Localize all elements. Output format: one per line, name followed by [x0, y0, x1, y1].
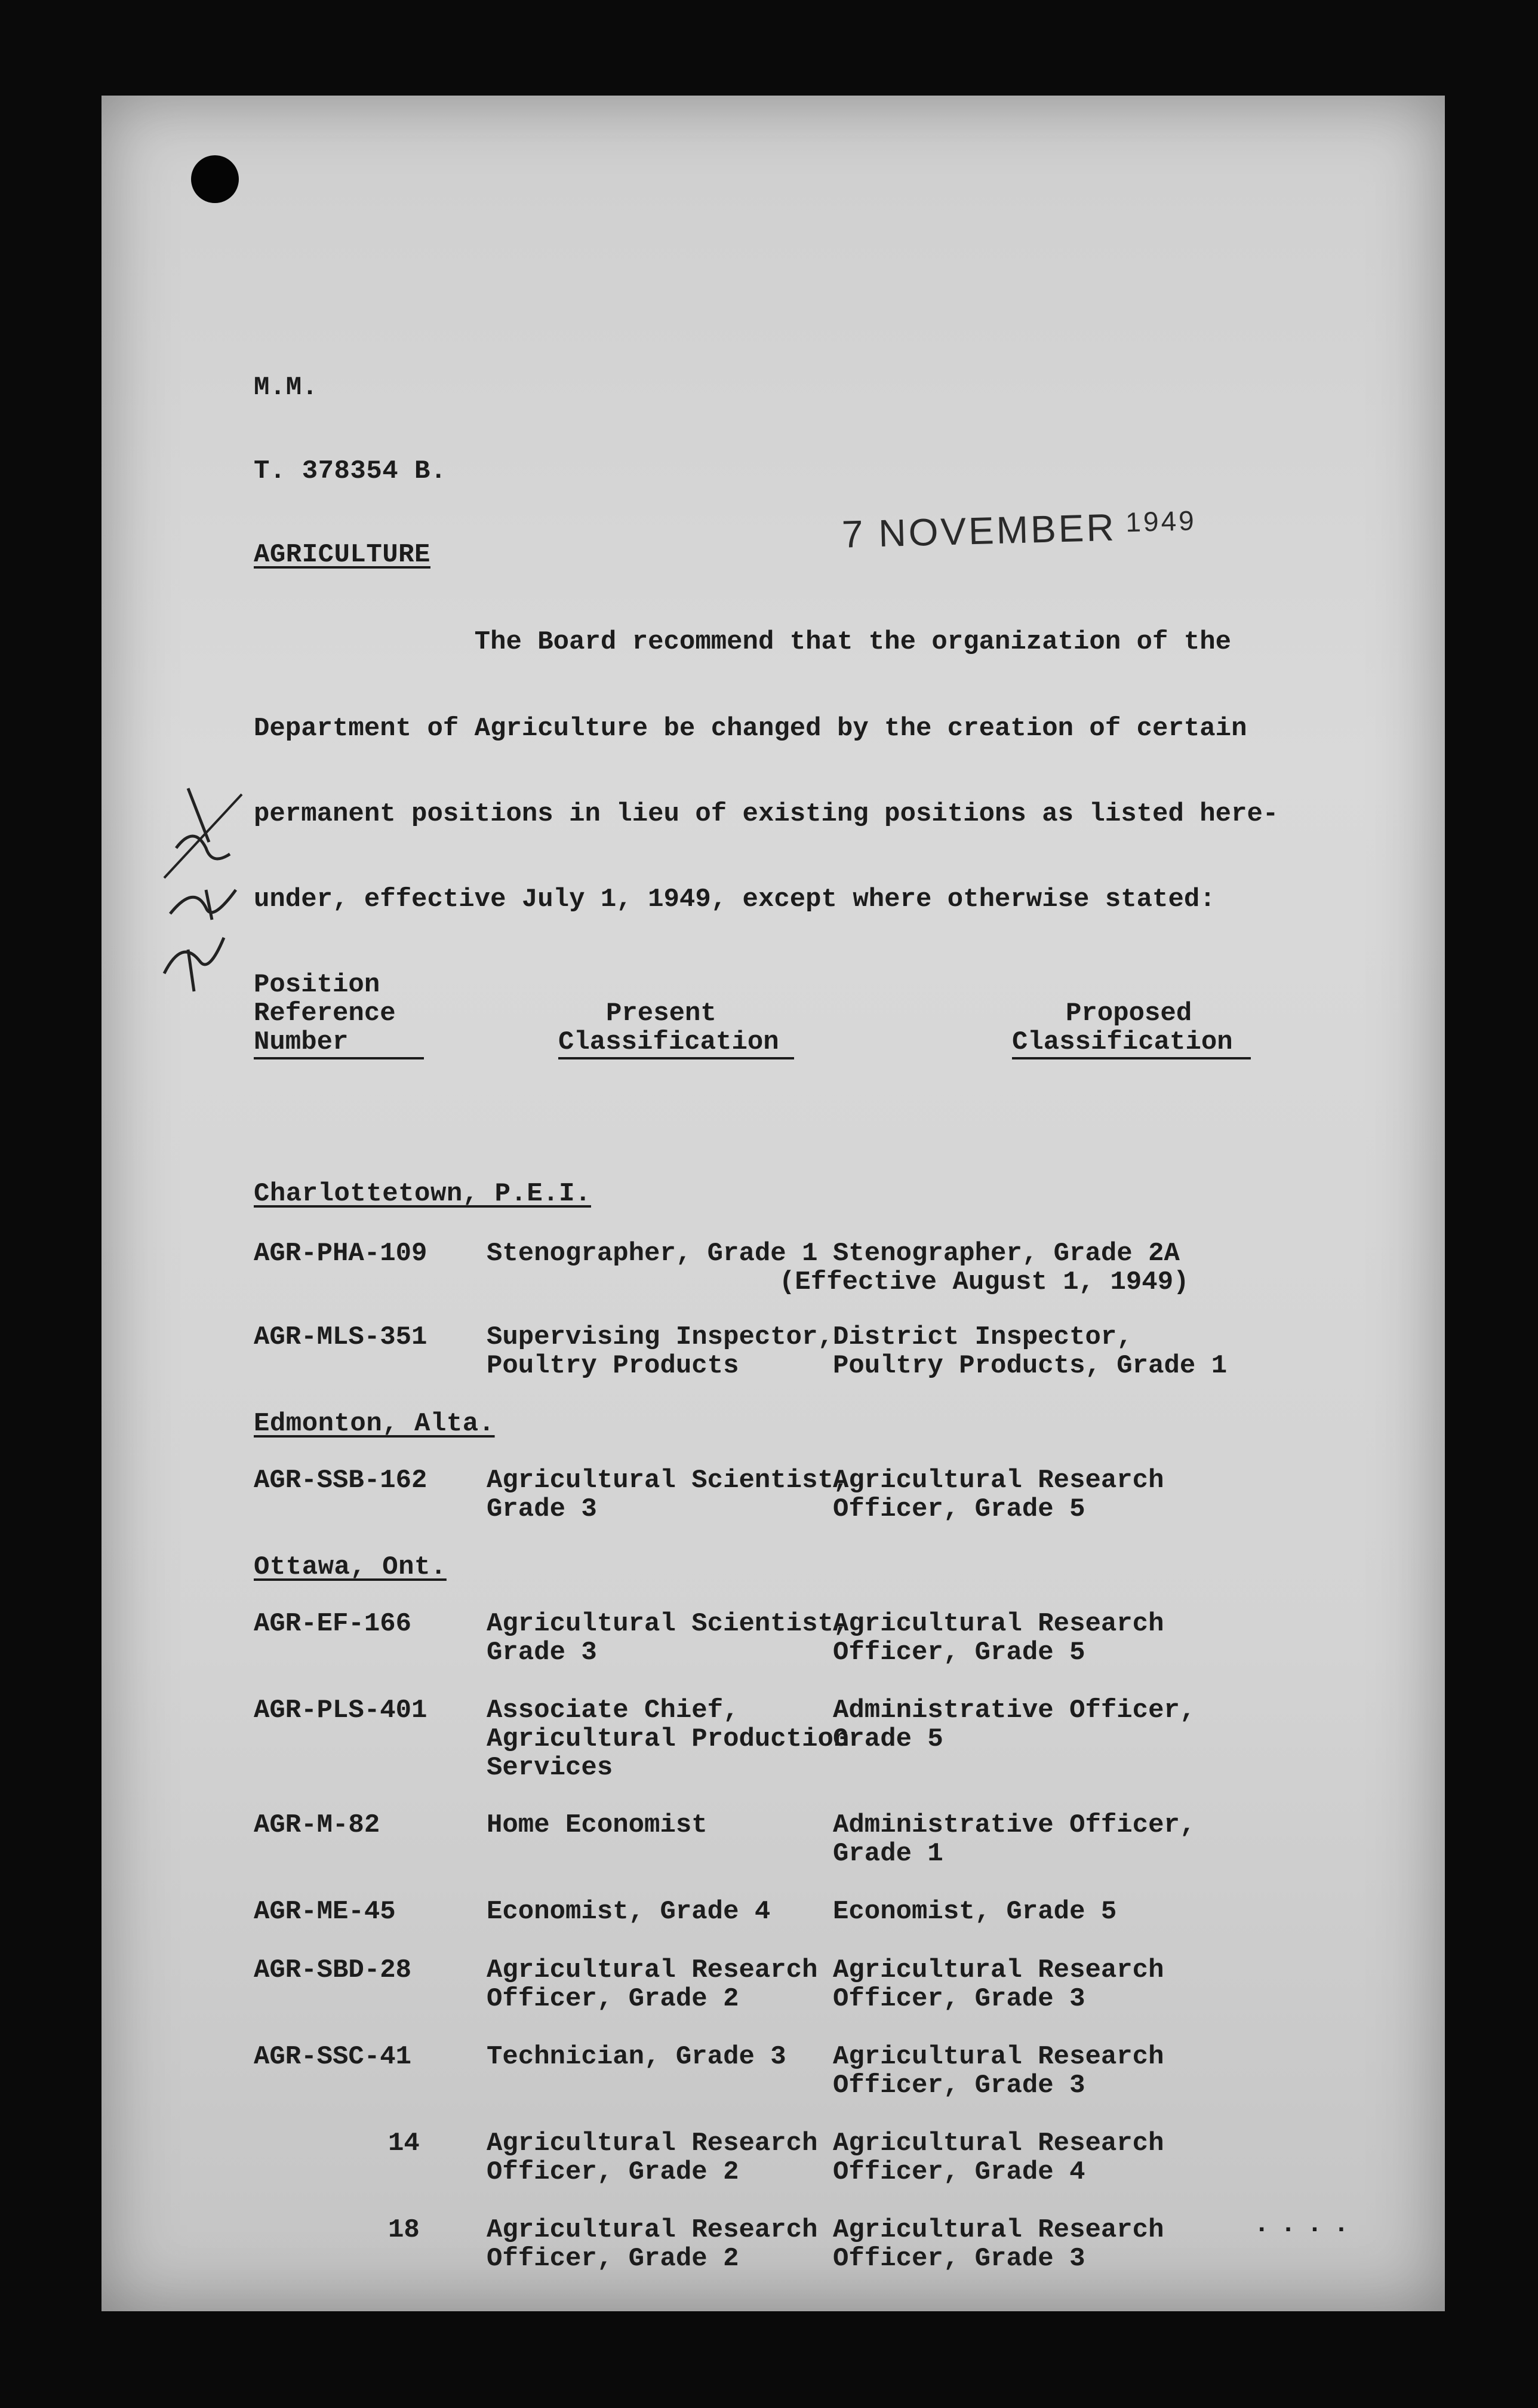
present-classification: Agricultural Research Officer, Grade 2: [487, 2128, 818, 2187]
stamp-year: 1949: [1125, 505, 1197, 538]
intro-line: under, effective July 1, 1949, except where otherwise stated:: [254, 884, 1216, 914]
present-classification: Agricultural Scientist, Grade 3: [487, 1466, 850, 1524]
proposed-classification: Agricultural Research Officer, Grade 5: [833, 1609, 1164, 1667]
present-classification: Supervising Inspector, Poultry Products: [487, 1322, 833, 1381]
position-ref: AGR-ME-45: [254, 1897, 396, 1927]
present-classification: Agricultural Research Officer, Grade 2: [487, 1955, 818, 2014]
present-classification: Home Economist: [487, 1810, 708, 1840]
department-heading: AGRICULTURE: [254, 540, 430, 570]
proposed-classification: District Inspector, Poultry Products, Grade 1: [833, 1322, 1228, 1381]
stamp-date: 7 NOVEMBER: [841, 505, 1117, 556]
intro-line: Department of Agriculture be changed by the creation of certain: [254, 714, 1247, 744]
header-present-line1: Present: [606, 999, 716, 1028]
present-classification: Economist, Grade 4: [487, 1897, 771, 1927]
proposed-classification: Agricultural Research Officer, Grade 3: [833, 2215, 1164, 2274]
header-ref-rule: [254, 1057, 424, 1059]
proposed-classification: Stenographer, Grade 2A: [833, 1239, 1180, 1268]
position-ref: AGR-EF-166: [254, 1609, 412, 1639]
header-proposed-rule: [1012, 1057, 1251, 1059]
proposed-classification: Administrative Officer, Grade 1: [833, 1810, 1196, 1869]
position-ref: AGR-PLS-401: [254, 1696, 427, 1725]
location-heading: Charlottetown, P.E.I.: [254, 1179, 591, 1209]
present-classification: Associate Chief, Agricultural Production Services: [487, 1696, 850, 1783]
header-ref-line1: Position: [254, 970, 380, 1000]
location-heading: Ottawa, Ont.: [254, 1552, 447, 1582]
position-ref: AGR-SBD-28: [254, 1955, 412, 1985]
proposed-classification: Agricultural Research Officer, Grade 3: [833, 1955, 1164, 2014]
continuation-dots: ....: [1254, 2210, 1360, 2240]
position-ref: 18: [388, 2215, 420, 2245]
position-ref: AGR-SSB-162: [254, 1466, 427, 1495]
present-classification: Agricultural Research Officer, Grade 2: [487, 2215, 818, 2274]
position-ref: AGR-SSC-41: [254, 2042, 412, 2072]
document-page: [101, 96, 1445, 2311]
position-ref: AGR-M-82: [254, 1810, 380, 1840]
location-heading: Edmonton, Alta.: [254, 1409, 495, 1439]
memo-reference: T. 378354 B.: [254, 456, 447, 486]
present-classification: Technician, Grade 3: [487, 2042, 786, 2072]
memo-code: M.M.: [254, 373, 318, 403]
punch-hole: [191, 155, 239, 203]
proposed-classification: Agricultural Research Officer, Grade 5: [833, 1466, 1164, 1524]
effective-note: (Effective August 1, 1949): [779, 1267, 1189, 1297]
present-classification: Agricultural Scientist, Grade 3: [487, 1609, 850, 1667]
intro-line: The Board recommend that the organization of the: [254, 627, 1232, 657]
header-present-line2: Classification: [558, 1027, 779, 1057]
header-present-rule: [558, 1057, 794, 1059]
header-proposed-line1: Proposed: [1066, 999, 1192, 1028]
intro-line: permanent positions in lieu of existing positions as listed here-: [254, 799, 1279, 829]
position-ref: 14: [388, 2128, 420, 2158]
position-ref: AGR-MLS-351: [254, 1322, 427, 1352]
proposed-classification: Agricultural Research Officer, Grade 3: [833, 2042, 1164, 2100]
handwritten-initials: [152, 776, 254, 1003]
present-classification: Stenographer, Grade 1: [487, 1239, 818, 1268]
header-proposed-line2: Classification: [1012, 1027, 1233, 1057]
position-ref: AGR-PHA-109: [254, 1239, 427, 1268]
header-ref-line3: Number: [254, 1027, 349, 1057]
proposed-classification: Agricultural Research Officer, Grade 4: [833, 2128, 1164, 2187]
header-ref-line2: Reference: [254, 999, 396, 1028]
proposed-classification: Administrative Officer, Grade 5: [833, 1696, 1196, 1754]
proposed-classification: Economist, Grade 5: [833, 1897, 1117, 1927]
date-stamp: [841, 503, 1197, 557]
